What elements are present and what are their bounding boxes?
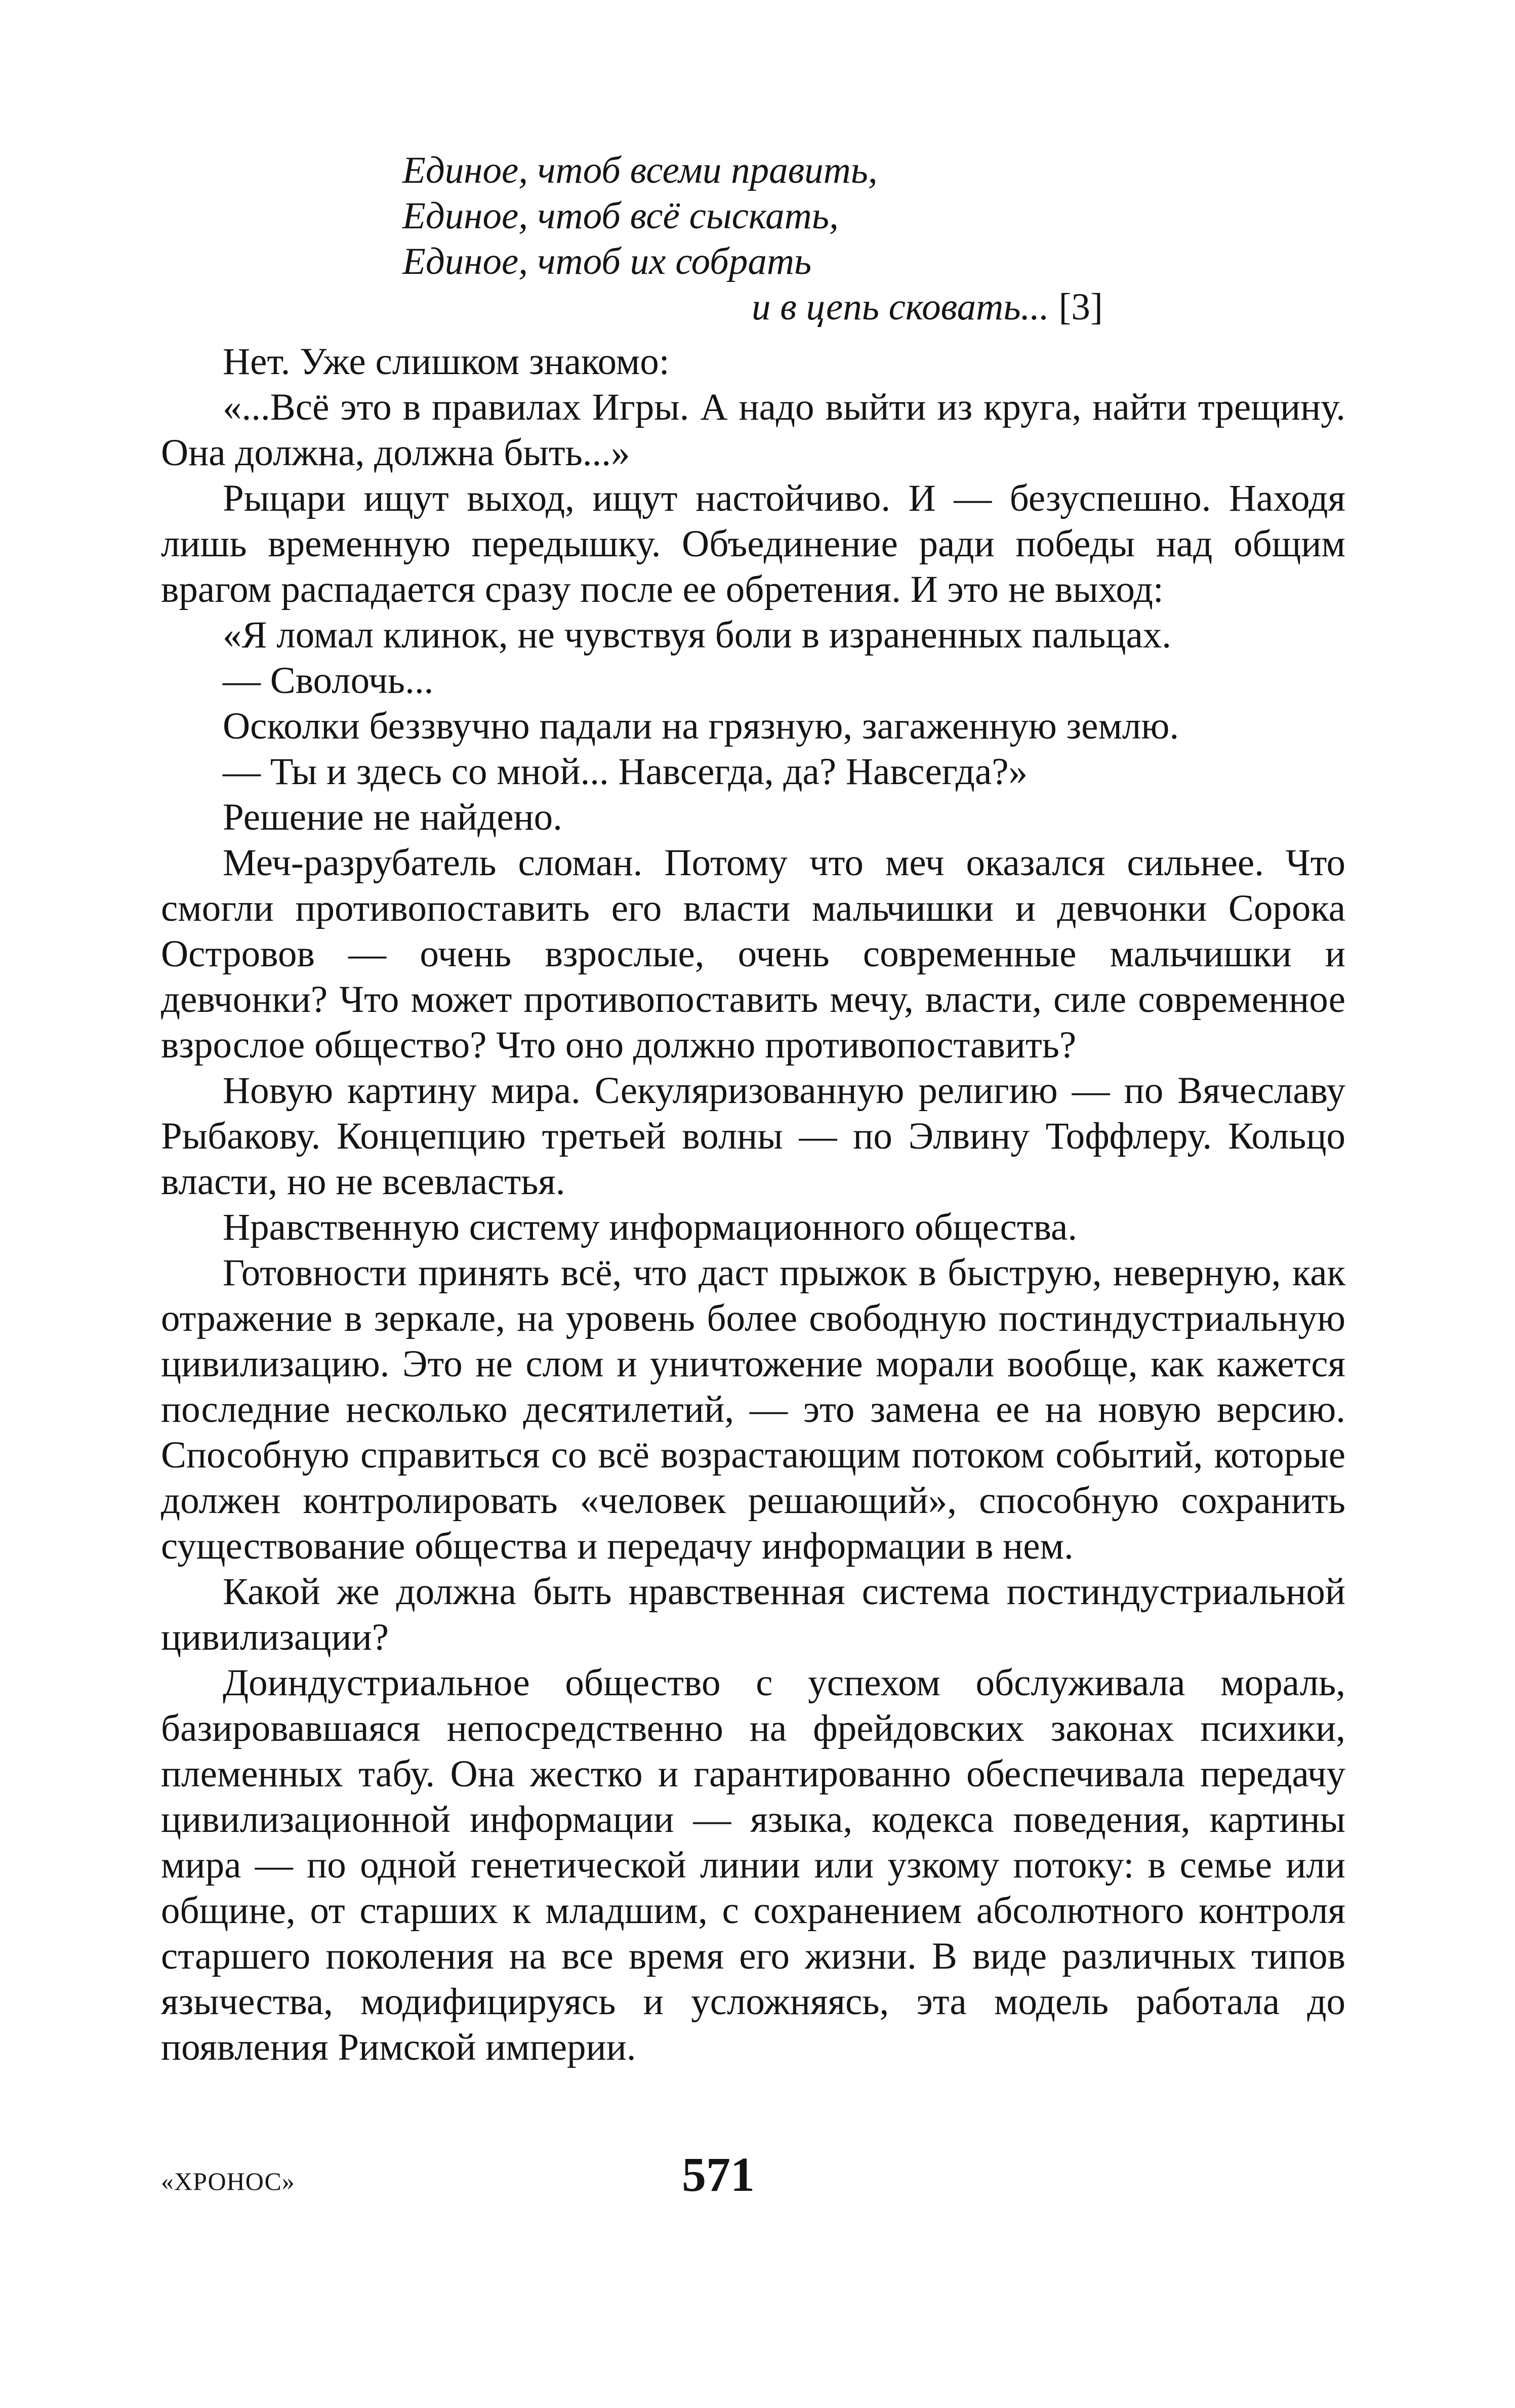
paragraph: «Я ломал клинок, не чувствуя боли в израненных пальцах. (223, 614, 1172, 656)
epigraph-line: Единое, чтоб всё cыскать, (402, 195, 839, 237)
paragraph: Решение не найдено. (223, 796, 562, 838)
paragraph: Доиндустриальное общество с успехом обслуживала мораль, базировавшаяся непосредственно на фрейдовских законах психики, племенных табу. Она жестко и гарантированно обеспечивала передачу цивилизационной информации — языка, кодекса поведения, картины мира — по одной генетической линии или узкому потоку: в семье или общине, от старших к младшим, с сохранением абсолютного контроля старшего поколения на все время его жизни. В виде различных типов язычества, модифицируясь и усложняясь, эта модель работала до появления Римской империи. (161, 1662, 1345, 2068)
paragraph: Меч-разрубатель сломан. Потому что меч оказался сильнее. Что смогли противопоставить его власти мальчишки и девчонки Сорока Островов — очень взрослые, очень современные мальчишки и девчонки? Что может противопоставить мечу, власти, силе современное взрослое общество? Что оно должно противопоставить? (161, 842, 1345, 1066)
epigraph-line: Единое, чтоб их собрать (402, 240, 812, 282)
publisher-mark: «ХРОНОС» (161, 2167, 295, 2195)
epigraph (402, 148, 1345, 330)
paragraph: «...Всё это в правилах Игры. А надо выйти из круга, найти трещину. Она должна, должна быть...» (161, 386, 1345, 474)
epigraph-line: Единое, чтоб всеми править, (402, 149, 878, 191)
paragraph: Какой же должна быть нравственная система постиндустриальной цивилизации? (161, 1571, 1345, 1658)
epigraph-last-line (752, 284, 1345, 330)
page-number: 571 (682, 2147, 755, 2201)
paragraph: Нет. Уже слишком знакомо: (223, 341, 670, 383)
paragraph: Новую картину мира. Секуляризованную религию — по Вячеславу Рыбакову. Концепцию третьей волны — по Элвину Тоффлеру. Кольцо власти, но не всевластья. (161, 1070, 1345, 1203)
paragraph: — Ты и здесь со мной... Навсегда, да? Навсегда?» (223, 751, 1028, 793)
paragraph: Нравственную систему информационного общества. (223, 1206, 1078, 1248)
page-body (161, 148, 1345, 2070)
citation-reference: [3] (1058, 286, 1103, 328)
page-footer (161, 2146, 1345, 2207)
paragraph: Осколки беззвучно падали на грязную, загаженную землю. (223, 705, 1179, 747)
epigraph-line: и в цепь сковать... (752, 286, 1049, 328)
paragraph: — Сволочь... (223, 660, 434, 702)
paragraph: Рыцари ищут выход, ищут настойчиво. И — безуспешно. Находя лишь временную передышку. Объединение ради победы над общим врагом распадается сразу после ее обретения. И это не выход: (161, 477, 1345, 610)
paragraph: Готовности принять всё, что даст прыжок в быструю, неверную, как отражение в зеркале, на уровень более свободную постиндустриальную цивилизацию. Это не слом и уничтожение морали вообще, как кажется последние несколько десятилетий, — это замена ее на новую версию. Способную справиться со всё возрастающим потоком событий, которые должен контролировать «человек решающий», способную сохранить существование общества и передачу информации в нем. (161, 1252, 1345, 1567)
